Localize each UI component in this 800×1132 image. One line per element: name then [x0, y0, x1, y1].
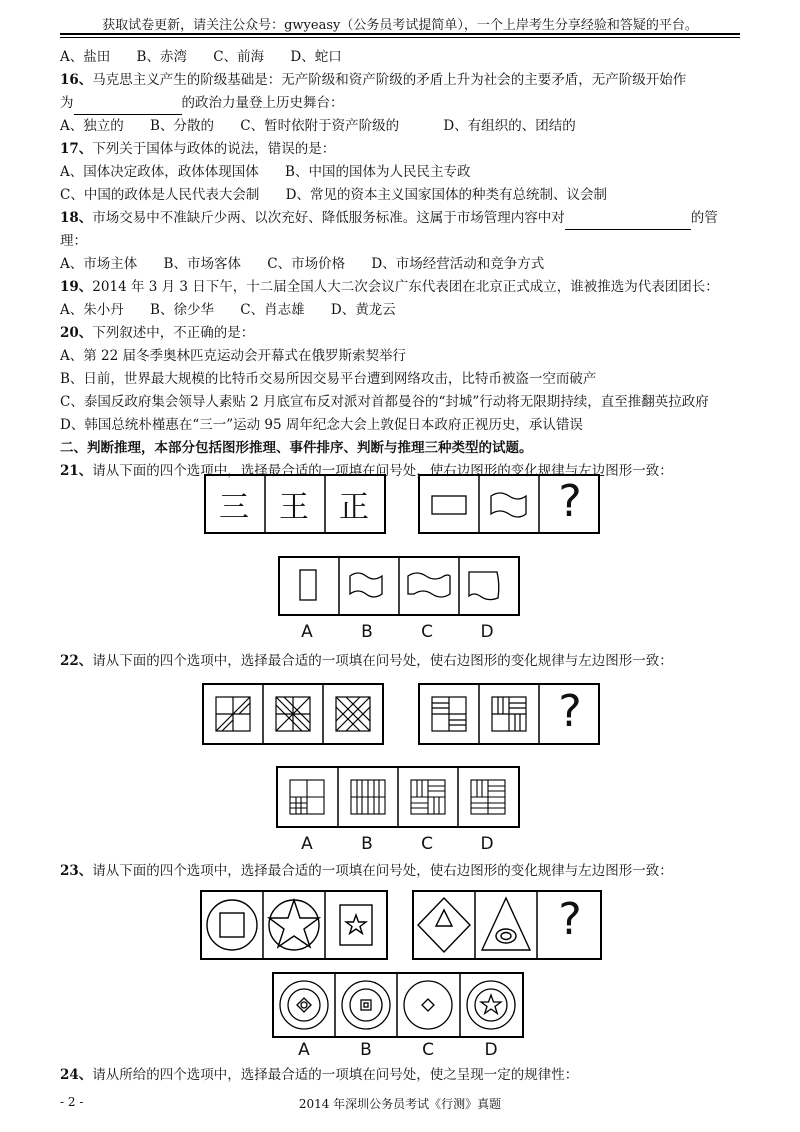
q19-number: 19、: [60, 279, 93, 295]
q19-option-a: A、朱小丹: [60, 302, 124, 318]
q21-label-b: B: [361, 622, 373, 642]
q17-options-row1: [60, 161, 750, 184]
q18-stem-cont: 理：: [60, 233, 87, 249]
q21-text: 请从下面的四个选项中，选择最合适的一项填在问号处，使右边图形的变化规律与左边图形一致：: [92, 463, 673, 479]
q21-label-c: C: [421, 622, 433, 642]
q23-label-c: C: [422, 1040, 434, 1060]
q23-text: 请从下面的四个选项中，选择最合适的一项填在问号处，使右边图形的变化规律与左边图形一致：: [92, 863, 673, 879]
q19-option-c: C、肖志雄: [240, 302, 305, 318]
q18-text-b: 的管: [690, 210, 718, 226]
q22-label-c: C: [421, 834, 433, 854]
q16-stem: [60, 69, 750, 92]
q16-text: 马克思主义产生的阶级基础是：无产阶级和资产阶级的矛盾上升为社会的主要矛盾，无产阶级开始作: [92, 72, 687, 88]
q17-number: 17、: [60, 141, 93, 157]
q19-option-b: B、徐少华: [150, 302, 214, 318]
q16-text-a: 为: [60, 95, 74, 111]
q23-label-a: A: [298, 1040, 310, 1060]
q17-stem: [60, 138, 750, 161]
q19-stem: [60, 276, 750, 299]
q22-answer-options: [276, 766, 520, 828]
header-rule: [60, 33, 740, 35]
footer-title: 2014 年深圳公务员考试《行测》真题: [298, 1097, 502, 1111]
q24-text: 请从所给的四个选项中，选择最合适的一项填在问号处，使之呈现一定的规律性：: [92, 1067, 579, 1083]
q23-label-b: B: [360, 1040, 372, 1060]
q24-number: 24、: [60, 1067, 93, 1083]
q20-option-a: A、第 22 届冬季奥林匹克运动会开幕式在俄罗斯索契举行: [60, 348, 407, 364]
q18-option-a: A、市场主体: [60, 256, 138, 272]
q18-option-b: B、市场客体: [163, 256, 241, 272]
q23-number: 23、: [60, 863, 93, 879]
q16-option-a: A、独立的: [60, 118, 124, 134]
q16-option-c: C、暂时依附于资产阶级的: [240, 118, 400, 134]
header-rule-thin: [60, 37, 740, 38]
q20-stem: [60, 322, 750, 345]
q21-answer-options: [278, 556, 520, 616]
q17-option-c: C、中国的政体是人民代表大会制: [60, 187, 260, 203]
q19-option-d: D、黄龙云: [330, 302, 396, 318]
q16-text-b: 的政治力量登上历史舞台：: [181, 95, 344, 111]
q15-options: [60, 46, 750, 69]
q16-options: [60, 115, 750, 138]
q21-label-a: A: [301, 622, 313, 642]
q23-label-d: D: [484, 1040, 498, 1060]
q22-label-a: A: [301, 834, 313, 854]
q24-stem: [60, 1064, 750, 1087]
q18-option-d: D、市场经营活动和竞争方式: [371, 256, 545, 272]
q22-label-b: B: [361, 834, 373, 854]
q23-stem: [60, 860, 750, 883]
q21-char-2: 王: [279, 490, 309, 525]
q18-blank: [565, 213, 691, 230]
q17-options-row2: [60, 184, 750, 207]
q19-options: [60, 299, 750, 322]
q17-option-b: B、中国的国体为人民民主专政: [285, 164, 471, 180]
q22-label-d: D: [480, 834, 494, 854]
q16-option-d: D、有组织的、团结的: [443, 118, 576, 134]
q22-text: 请从下面的四个选项中，选择最合适的一项填在问号处，使右边图形的变化规律与左边图形一致：: [92, 653, 673, 669]
q15-option-b: B、赤湾: [136, 49, 187, 65]
q16-blank: [74, 98, 182, 115]
q19-text: 2014 年 3 月 3 日下午，十二届全国人大二次会议广东代表团在北京正式成立，谁被推选为代表团团长：: [92, 279, 719, 295]
q20-option-b: B、日前，世界最大规模的比特币交易所因交易平台遭到网络攻击，比特币被盗一空而破产: [60, 371, 597, 387]
q22-question-mark: ?: [558, 686, 582, 737]
q22-number: 22、: [60, 653, 93, 669]
q18-text-a: 市场交易中不准缺斤少两、以次充好、降低服务标准。这属于市场管理内容中对: [92, 210, 565, 226]
q17-text: 下列关于国体与政体的说法，错误的是：: [92, 141, 336, 157]
exam-content: [60, 46, 750, 483]
q15-option-c: C、前海: [213, 49, 265, 65]
q22-stem: [60, 650, 750, 673]
q16-number: 16、: [60, 72, 93, 88]
section-2-heading: 二、判断推理，本部分包括图形推理、事件排序、判断与推理三种类型的试题。: [60, 440, 533, 456]
q20-option-c: C、泰国反政府集会领导人素贴 2 月底宣布反对派对首都曼谷的“封城”行动将无限期持续，直至推翻英拉政府: [60, 394, 709, 410]
q16-stem-cont: [60, 92, 750, 115]
q18-option-c: C、市场价格: [267, 256, 346, 272]
q20-option-d: D、韩国总统朴槿惠在“三一”运动 95 周年纪念大会上敦促日本政府正视历史，承认错误: [60, 417, 583, 433]
q17-option-a: A、国体决定政体，政体体现国体: [60, 164, 259, 180]
q15-option-a: A、盐田: [60, 49, 111, 65]
q20-text: 下列叙述中，不正确的是：: [92, 325, 255, 341]
page-header: 获取试卷更新，请关注公众号：gwyeasy（公务员考试提简单），一个上岸考生分享经验和答疑的平台。: [102, 18, 698, 33]
q23-question-mark: ?: [558, 894, 582, 945]
q17-option-d: D、常见的资本主义国家国体的种类有总统制、议会制: [285, 187, 607, 203]
q18-stem: [60, 207, 750, 230]
q21-char-3: 正: [339, 490, 369, 525]
page-number: - 2 -: [60, 1095, 84, 1109]
q16-option-b: B、分散的: [150, 118, 214, 134]
q18-number: 18、: [60, 210, 93, 226]
q18-options: [60, 253, 750, 276]
q20-number: 20、: [60, 325, 93, 341]
q15-option-d: D、蛇口: [290, 49, 342, 65]
q21-question-mark: ?: [558, 476, 582, 527]
q23-answer-options: [272, 972, 524, 1038]
q21-number: 21、: [60, 463, 93, 479]
q21-char-1: 三: [219, 490, 249, 525]
q21-label-d: D: [480, 622, 494, 642]
